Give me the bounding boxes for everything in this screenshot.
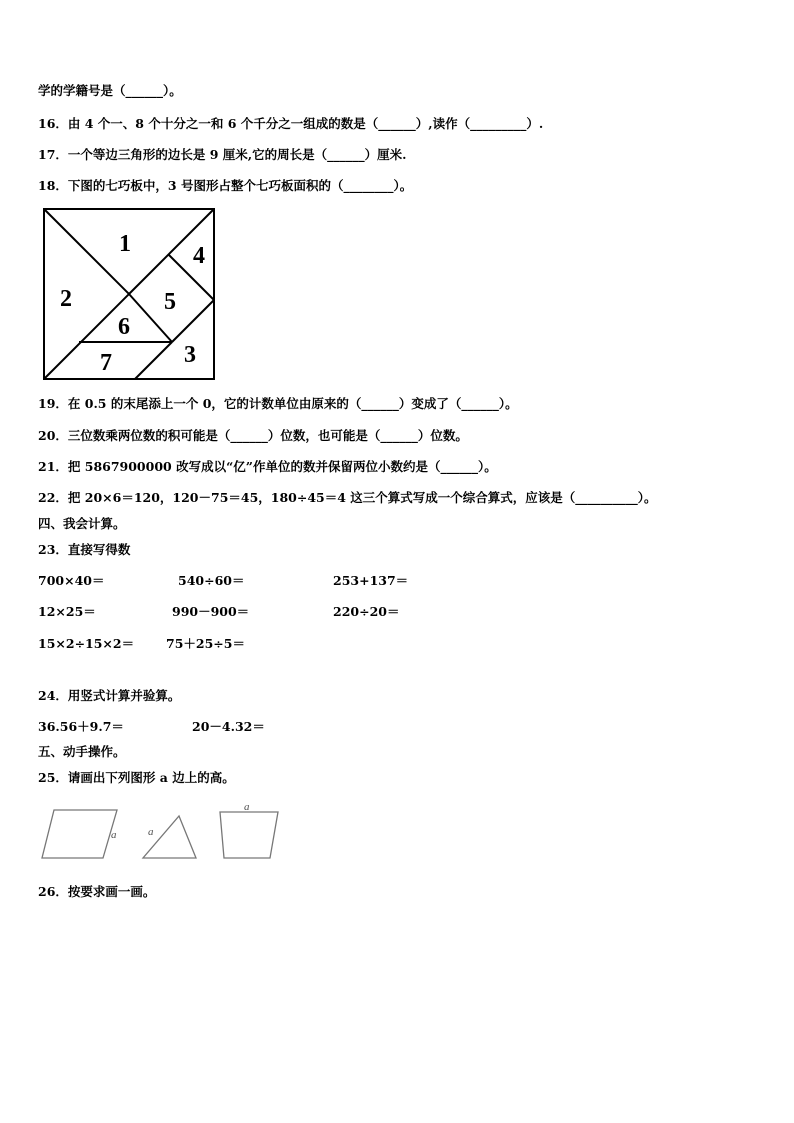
calc-23-1-3: 253+137＝	[333, 573, 409, 588]
question-21: 21．把 5867900000 改写成以“亿”作单位的数并保留两位小数约是（______）。	[38, 459, 497, 474]
question-26: 26．按要求画一画。	[38, 884, 156, 899]
question-15-tail: 学的学籍号是（______）。	[38, 83, 182, 98]
calc-23-2-1: 12×25＝	[38, 604, 96, 619]
parallelogram-shape	[42, 810, 117, 858]
triangle-label-a: a	[148, 826, 154, 838]
calc-23-1-1: 700×40＝	[38, 573, 105, 588]
calc-24-1: 36.56＋9.7＝	[38, 719, 124, 734]
tangram-label-7: 7	[100, 350, 112, 376]
tangram-label-3: 3	[184, 342, 196, 368]
question-18: 18．下图的七巧板中，3 号图形占整个七巧板面积的（________）。	[38, 178, 413, 193]
trapezoid-shape	[220, 812, 278, 858]
shapes-figure	[38, 800, 288, 862]
calc-23-1-2: 540÷60＝	[178, 573, 245, 588]
calc-23-2-3: 220÷20＝	[333, 604, 400, 619]
tangram-label-2: 2	[60, 286, 72, 312]
tangram-figure	[40, 206, 220, 384]
question-19: 19．在 0.5 的末尾添上一个 0，它的计数单位由原来的（______）变成了（______）。	[38, 396, 518, 411]
tangram-label-4: 4	[193, 243, 205, 269]
question-20: 20．三位数乘两位数的积可能是（______）位数，也可能是（______）位数。	[38, 428, 468, 443]
section-5-heading: 五、动手操作。	[38, 744, 126, 759]
calc-23-3-2: 75＋25÷5＝	[166, 636, 245, 651]
question-22: 22．把 20×6＝120，120－75＝45，180÷45＝4 这三个算式写成一个综合算式，应该是（__________）。	[38, 490, 657, 505]
tangram-label-6: 6	[118, 314, 130, 340]
parallelogram-label-a: a	[111, 829, 117, 841]
calc-23-2-2: 990－900＝	[172, 604, 250, 619]
section-4-heading: 四、我会计算。	[38, 516, 126, 531]
calc-23-3-1: 15×2÷15×2＝	[38, 636, 135, 651]
question-17: 17．一个等边三角形的边长是 9 厘米,它的周长是（______）厘米.	[38, 147, 407, 162]
question-25: 25．请画出下列图形 a 边上的高。	[38, 770, 235, 785]
calc-24-2: 20－4.32＝	[192, 719, 265, 734]
trapezoid-label-a: a	[244, 801, 250, 813]
question-16: 16．由 4 个一、8 个十分之一和 6 个千分之一组成的数是（______）,读作（_________）.	[38, 116, 544, 131]
question-24: 24．用竖式计算并验算。	[38, 688, 181, 703]
tangram-label-1: 1	[119, 231, 131, 257]
tangram-label-5: 5	[164, 289, 176, 315]
question-23: 23．直接写得数	[38, 542, 131, 557]
